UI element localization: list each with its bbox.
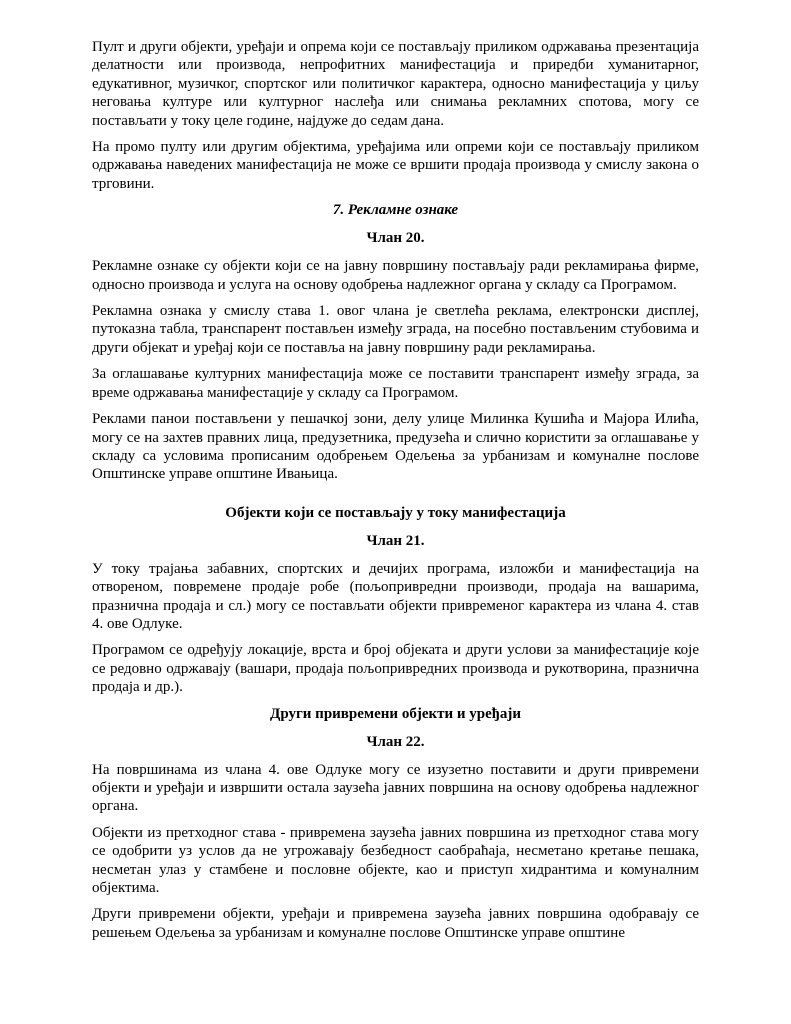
paragraph: Пулт и други објекти, уређаји и опрема који се постављају приликом одржавања презентација делатности или производа, непрофитних манифестација и приредби хуманитарног, едукативног, музичког, спортског или политичког карактера, односно манифестација у циљу неговања културе или културног наслеђа или снимања рекламних спотова, могу се постављати у току целе године, најдуже до седам дана. — [92, 39, 699, 129]
paragraph: На промо пулту или другим објектима, уређајима или опреми који се постављају приликом одржавања наведених манифестација не може се вршити продаја производа у смислу закона о трговини. — [92, 139, 699, 192]
paragraph: Рекламне ознаке су објекти који се на јавну површину постављају ради рекламирања фирме, односно производа и услуга на основу одобрења надлежног органа у складу са Програмом. — [92, 258, 699, 293]
section-heading: 7. Рекламне ознаке — [332, 202, 459, 219]
article-heading: Члан 20. — [366, 230, 425, 247]
paragraph: На површинама из члана 4. ове Одлуке могу се изузетно поставити и други привремени објекти и уређаји и извршити остала заузећа јавних површина на основу одобрења надлежног органа. — [92, 761, 699, 815]
paragraph: Програмом се одређују локације, врста и број објеката и други услови за манифестације које се редовно одржавају (вашари, продаја пољопривредних производа и рукотворина, празнична продаја и др.). — [92, 642, 699, 696]
paragraph: У току трајања забавних, спортских и дечијих програма, изложби и манифестација на отвореном, повремене продаје робе (пољопривредни производи, продаја на вашарима, празнична продаја и сл.) могу се постављати објекти привременог карактера из члана 4. став 4. ове Одлуке. — [92, 560, 699, 632]
article-heading: Члан 22. — [366, 733, 425, 750]
paragraph: Објекти из претходног става - привремена заузећа јавних површина из претходног става могу се одобрити уз услов да не угрожавају безбедност саобраћаја, несметано кретање пешака, несметан улаз у стамбене и пословне објекте, као и приступ хидрантима и комуналним објектима. — [92, 824, 699, 896]
section-heading: Објекти који се постављају у току манифестација — [225, 504, 566, 521]
section-heading: Други привремени објекти и уређаји — [270, 705, 521, 722]
paragraph: Други привремени објекти, уређаји и привремена заузећа јавних површина одобравају се решењем Одељења за урбанизам и комуналне послове Општинске управе општине — [92, 906, 699, 941]
document-page — [92, 38, 699, 950]
paragraph: Реклами панои постављени у пешачкој зони, делу улице Милинка Кушића и Мајора Илића, могу се на захтев правних лица, предузетника, предузећа и слично користити за оглашавање у складу са условима прописаним одобрењем Одељења за урбанизам и комуналне послове Општинске управе општине Ивањица. — [92, 411, 699, 483]
article-heading: Члан 21. — [366, 532, 425, 549]
paragraph: Рекламна ознака у смислу става 1. овог члана је светлећа реклама, електронски дисплеј, путоказна табла, транспарент постављен између зграда, на посебно постављеним стубовима и други објекат и уређај који се поставља на јавну површину ради рекламирања. — [92, 303, 699, 356]
paragraph: За оглашавање културних манифестација може се поставити транспарент између зграда, за време одржавања манифестације у складу са Програмом. — [92, 366, 699, 401]
